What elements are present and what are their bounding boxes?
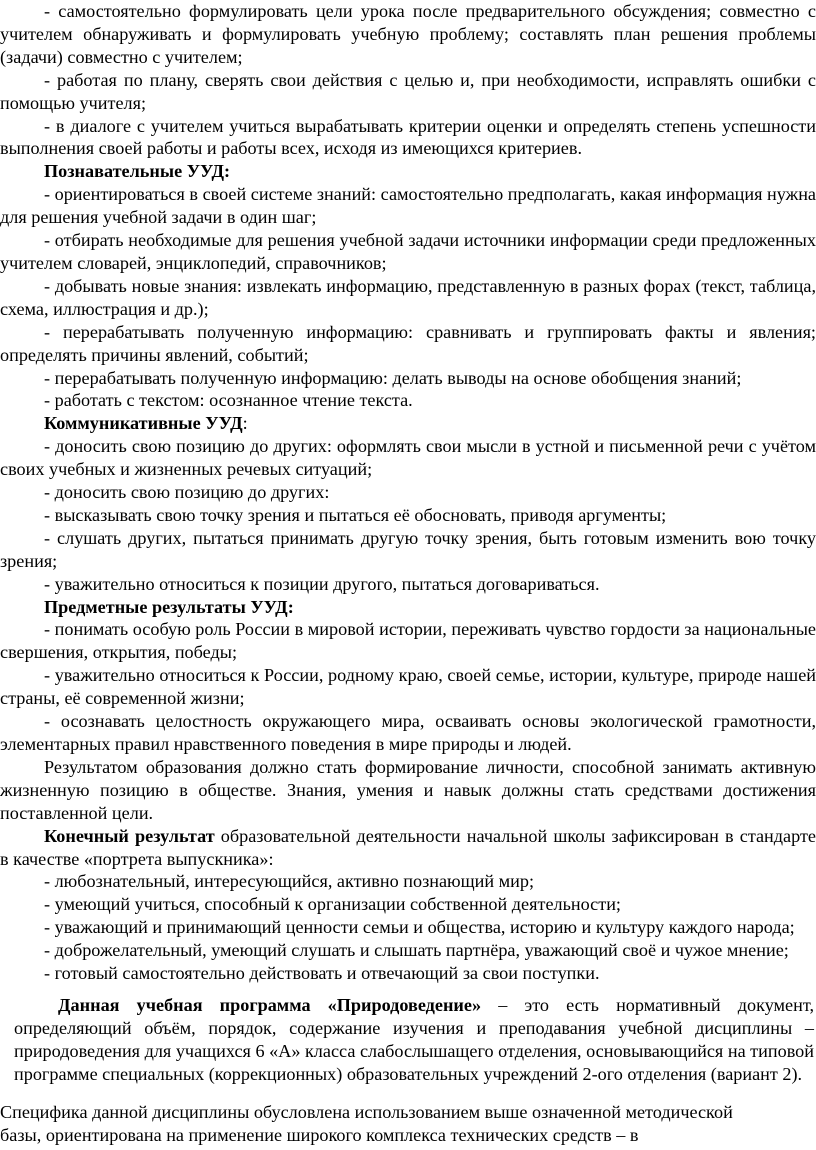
paragraph: - работая по плану, сверять свои действия с целью и, при необходимости, исправлять ошибки с помощью учителя; <box>0 69 816 113</box>
section-heading-subject: Предметные результаты УУД: <box>44 596 294 617</box>
paragraph: - самостоятельно формулировать цели урока после предварительного обсуждения; совместно с учителем обнаруживать и формулировать учебную проблему; составлять план решения проблемы (задачи) совместно с учителем; <box>0 1 816 67</box>
paragraph: - доносить свою позицию до других: оформлять свои мысли в устной и письменной речи с учётом своих учебных и жизненных речевых ситуаций; <box>0 436 816 480</box>
paragraph: - доброжелательный, умеющий слушать и слышать партнёра, уважающий своё и чужое мнение; <box>44 940 789 961</box>
paragraph: - слушать других, пытаться принимать другую точку зрения, быть готовым изменить вою точку зрения; <box>0 527 816 571</box>
paragraph: - ориентироваться в своей системе знаний: самостоятельно предполагать, какая информация нужна для решения учебной задачи в один шаг; <box>0 184 816 228</box>
section-heading-cognitive: Познавательные УУД: <box>44 161 231 182</box>
paragraph: - уважительно относиться к позиции другого, пытаться договариваться. <box>44 573 600 594</box>
tail-line: Специфика данной дисциплины обусловлена использованием выше означенной методической <box>0 1102 733 1122</box>
paragraph: - уважающий и принимающий ценности семьи и общества, историю и культуру каждого народа; <box>44 917 795 938</box>
paragraph: - высказывать свою точку зрения и пытаться её обосновать, приводя аргументы; <box>44 504 667 525</box>
program-paragraph-block <box>14 994 814 1086</box>
paragraph: - добывать новые знания: извлекать информацию, представленную в разных форах (текст, таблица, схема, иллюстрация и др.); <box>0 275 816 319</box>
tail-line: базы, ориентирована на применение широкого комплекса технических средств – в <box>0 1124 639 1145</box>
paragraph: - уважительно относиться к России, родному краю, своей семье, истории, культуре, природе нашей страны, её современной жизни; <box>0 665 816 709</box>
paragraph: - готовый самостоятельно действовать и отвечающий за свои поступки. <box>44 963 600 984</box>
paragraph: - в диалоге с учителем учиться вырабатывать критерии оценки и определять степень успешности выполнения своей работы и работы всех, исходя из имеющихся критериев. <box>0 115 816 159</box>
paragraph: - отбирать необходимые для решения учебной задачи источники информации среди предложенных учителем словарей, энциклопедий, справочников; <box>0 230 816 273</box>
paragraph: - работать с текстом: осознанное чтение текста. <box>44 390 413 411</box>
tail-text <box>0 1101 816 1147</box>
program-paragraph: Данная учебная программа «Природоведение» – это есть нормативный документ, определяющий объём, порядок, содержание изучения и преподавания учебной дисциплины – природоведения для учащихся 6 «А» класса слабослышащего отделения, основывающийся на типовой программе специальных (коррекционных) образовательных учреждений 2-ого отделения (вариант 2). <box>14 995 814 1084</box>
paragraph: - умеющий учиться, способный к организации собственной деятельности; <box>44 894 621 915</box>
paragraph: - доносить свою позицию до других: <box>44 482 330 503</box>
paragraph: - любознательный, интересующийся, активно познающий мир; <box>44 871 535 892</box>
paragraph-final-result: Конечный результат образовательной деятельности начальной школы зафиксирован в стандарте в качестве «портрета выпускника»: <box>0 825 816 869</box>
paragraph: - понимать особую роль России в мировой истории, переживать чувство гордости за национальные свершения, открытия, победы; <box>0 619 816 663</box>
paragraph: - перерабатывать полученную информацию: сравнивать и группировать факты и явления; определять причины явлений, событий; <box>0 321 816 365</box>
section-heading-communicative: Коммуникативные УУД: <box>44 413 248 434</box>
paragraph: - перерабатывать полученную информацию: делать выводы на основе обобщения знаний; <box>44 367 742 388</box>
paragraph: - осознавать целостность окружающего мира, осваивать основы экологической грамотности, элементарных правил нравственного поведения в мире природы и людей. <box>0 711 816 754</box>
paragraph: Результатом образования должно стать формирование личности, способной занимать активную жизненную позицию в обществе. Знания, умения и навык должны стать средствами достижения поставленной цели. <box>0 756 816 823</box>
